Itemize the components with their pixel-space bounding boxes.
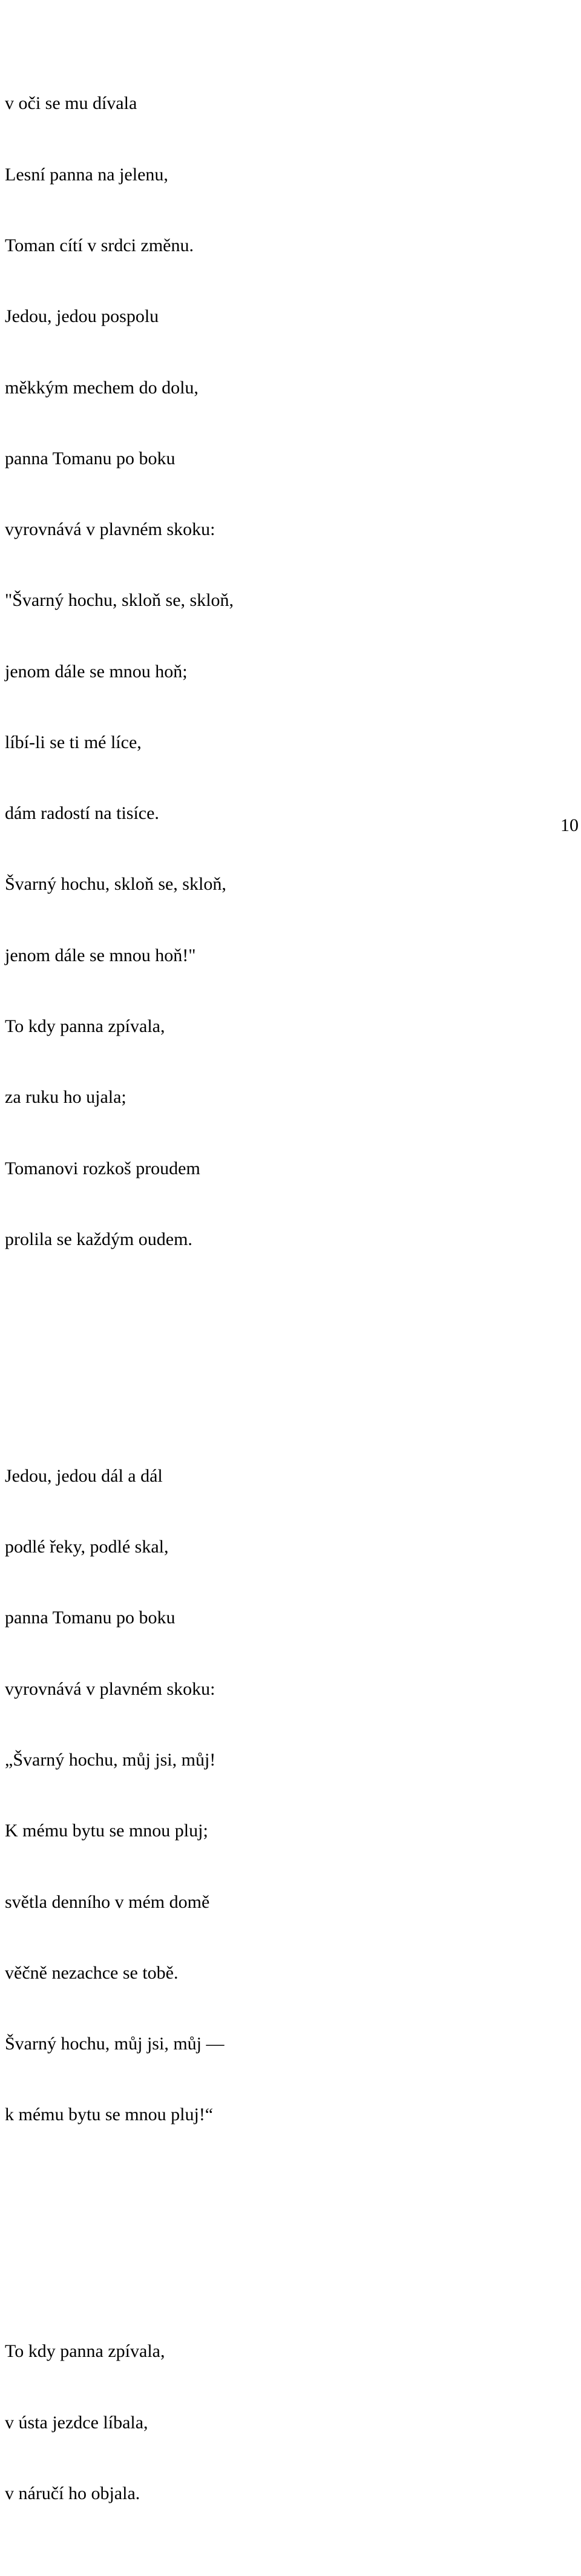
poem-line: jenom dále se mnou hoň!" bbox=[5, 945, 196, 965]
poem-line: v náručí ho objala. bbox=[5, 2483, 140, 2503]
poem-line: prolila se každým oudem. bbox=[5, 1229, 192, 1249]
stanza bbox=[5, 44, 234, 1298]
poem-line: Lesní panna na jelenu, bbox=[5, 164, 168, 185]
poem-line: Jedou, jedou dál a dál bbox=[5, 1465, 163, 1486]
poem-line: k mému bytu se mnou pluj!“ bbox=[5, 2104, 214, 2125]
poem-line: „Švarný hochu, můj jsi, můj! bbox=[5, 1749, 216, 1770]
poem-line: podlé řeky, podlé skal, bbox=[5, 1537, 169, 1557]
stanza-break bbox=[5, 2221, 234, 2245]
poem-line: Jedou, jedou pospolu bbox=[5, 306, 159, 327]
poem-line: měkkým mechem do dolu, bbox=[5, 377, 199, 398]
poem-line: Tomanovi rozkoš proudem bbox=[5, 1158, 200, 1178]
poem-line: "Švarný hochu, skloň se, skloň, bbox=[5, 590, 234, 611]
poem-line: v oči se mu dívala bbox=[5, 93, 137, 114]
poem-line: panna Tomanu po boku bbox=[5, 1608, 176, 1628]
poem-line: panna Tomanu po boku bbox=[5, 448, 176, 468]
poem-line: K mému bytu se mnou pluj; bbox=[5, 1821, 208, 1841]
poem-line: Švarný hochu, skloň se, skloň, bbox=[5, 874, 226, 895]
page-number: 10 bbox=[560, 815, 579, 835]
poem-line: dám radostí na tisíce. bbox=[5, 803, 159, 824]
stanza bbox=[5, 2292, 234, 2552]
stanza bbox=[5, 1417, 234, 2174]
poem-line: Švarný hochu, můj jsi, můj — bbox=[5, 2034, 225, 2054]
poem-line: To kdy panna zpívala, bbox=[5, 2341, 165, 2362]
stanza-break bbox=[5, 1346, 234, 1369]
poem-line: za ruku ho ujala; bbox=[5, 1087, 126, 1108]
poem-line: věčně nezachce se tobě. bbox=[5, 1962, 179, 1983]
poem-text bbox=[5, 0, 234, 2576]
poem-line: To kdy panna zpívala, bbox=[5, 1016, 165, 1037]
poem-line: vyrovnává v plavném skoku: bbox=[5, 1678, 215, 1699]
poem-line: světla denního v mém domě bbox=[5, 1891, 210, 1912]
poem-line: Toman cítí v srdci změnu. bbox=[5, 235, 194, 255]
poem-line: vyrovnává v plavném skoku: bbox=[5, 519, 215, 540]
poem-line: v ústa jezdce líbala, bbox=[5, 2412, 148, 2433]
poem-line: jenom dále se mnou hoň; bbox=[5, 661, 188, 682]
poem-line: líbí-li se ti mé líce, bbox=[5, 732, 142, 752]
